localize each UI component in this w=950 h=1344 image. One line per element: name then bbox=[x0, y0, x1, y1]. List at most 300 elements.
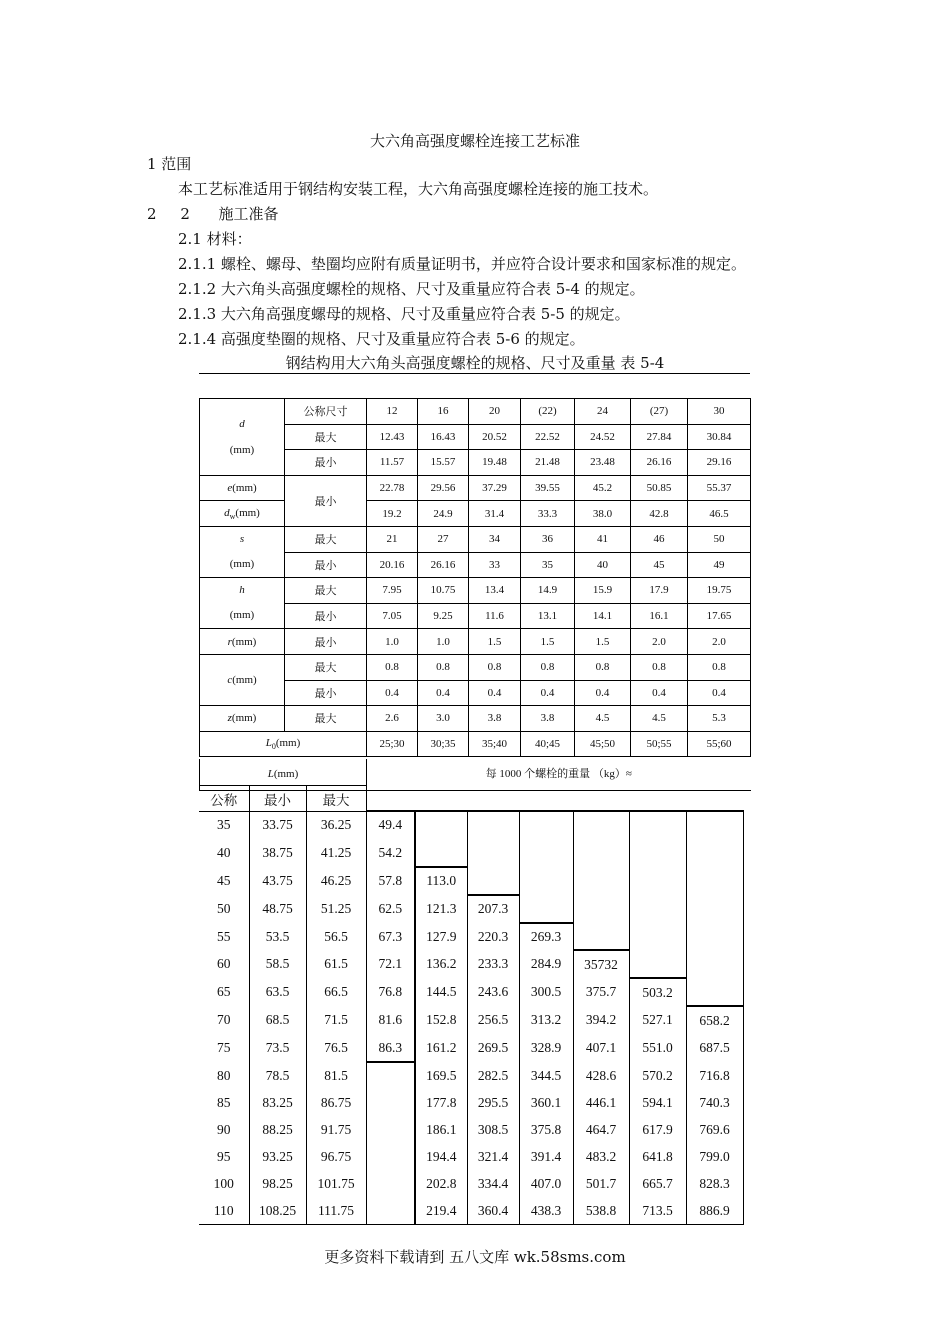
table-row bbox=[199, 950, 743, 978]
section-1-text: 本工艺标准适用于钢结构安装工程，大六角高强度螺栓连接的施工技术。 bbox=[178, 180, 659, 198]
value-cell: 55;60 bbox=[688, 731, 751, 757]
value-cell: 0.4 bbox=[469, 680, 521, 706]
value-cell: 35 bbox=[521, 552, 575, 578]
table-row bbox=[199, 1006, 743, 1034]
bolt-spec-table bbox=[199, 398, 751, 757]
value-cell: 0.4 bbox=[521, 680, 575, 706]
weight-cell: 428.6 bbox=[573, 1062, 629, 1090]
weights-table bbox=[199, 810, 744, 1225]
weight-cell: 113.0 bbox=[415, 867, 467, 895]
weight-cell: 360.4 bbox=[467, 1197, 519, 1224]
section-1-heading: 1 范围 bbox=[147, 155, 192, 173]
weight-cell: 256.5 bbox=[467, 1006, 519, 1034]
value-cell: 2.0 bbox=[688, 629, 751, 655]
value-cell: 36 bbox=[521, 526, 575, 552]
value-cell: 13.4 bbox=[469, 578, 521, 604]
value-cell: 19.48 bbox=[469, 450, 521, 476]
value-cell: 12.43 bbox=[367, 424, 418, 450]
weight-cell: 641.8 bbox=[629, 1144, 686, 1171]
value-cell: 33.3 bbox=[521, 501, 575, 527]
value-cell: 3.8 bbox=[521, 706, 575, 732]
weight-cell: 127.9 bbox=[415, 923, 467, 951]
value-cell: 35;40 bbox=[469, 731, 521, 757]
table-row bbox=[199, 839, 743, 867]
weight-cell: 62.5 bbox=[366, 895, 415, 923]
r-label: r(mm) bbox=[200, 629, 285, 655]
value-cell: 23.48 bbox=[575, 450, 631, 476]
weight-cell: 716.8 bbox=[686, 1062, 743, 1090]
weight-cell bbox=[629, 923, 686, 951]
nominal-label: 公称尺寸 bbox=[285, 399, 367, 425]
L-label: L(mm) bbox=[200, 759, 367, 790]
weight-cell: 665.7 bbox=[629, 1171, 686, 1198]
value-cell: 0.8 bbox=[688, 654, 751, 680]
length-cell: 101.75 bbox=[306, 1171, 366, 1198]
table-row bbox=[200, 475, 751, 501]
size-cell: 16 bbox=[418, 399, 469, 425]
size-cell: 30 bbox=[688, 399, 751, 425]
weight-cell: 503.2 bbox=[629, 978, 686, 1006]
length-cell: 80 bbox=[217, 1067, 231, 1083]
footer-text: 更多资料下载请到 五八文库 wk.58sms.com bbox=[324, 1248, 626, 1266]
weight-cell bbox=[686, 811, 743, 839]
weight-cell: 501.7 bbox=[573, 1171, 629, 1198]
value-cell: 1.5 bbox=[575, 629, 631, 655]
weight-cell: 86.3 bbox=[366, 1034, 415, 1062]
length-cell: 33.75 bbox=[249, 811, 306, 839]
d-label: d bbox=[239, 417, 245, 430]
value-cell: 16.1 bbox=[631, 603, 688, 629]
section-2-1-1: 2.1.1 螺栓、螺母、垫圈均应附有质量证明书，并应符合设计要求和国家标准的规定。 bbox=[178, 255, 746, 273]
value-cell: 27 bbox=[418, 526, 469, 552]
length-cell: 90 bbox=[217, 1122, 231, 1138]
section-2-1-4: 2.1.4 高强度垫圈的规格、尺寸及重量应符合表 5-6 的规定。 bbox=[178, 330, 585, 348]
value-cell: 20.52 bbox=[469, 424, 521, 450]
value-cell: 29.16 bbox=[688, 450, 751, 476]
table-row bbox=[200, 578, 751, 604]
value-cell: 34 bbox=[469, 526, 521, 552]
weight-cell: 538.8 bbox=[573, 1197, 629, 1224]
s-label: s bbox=[239, 533, 245, 546]
weight-cell bbox=[366, 1171, 415, 1198]
value-cell: 4.5 bbox=[575, 706, 631, 732]
table-row bbox=[200, 501, 751, 527]
value-cell: 50;55 bbox=[631, 731, 688, 757]
value-cell: 1.5 bbox=[469, 629, 521, 655]
value-cell: 26.16 bbox=[418, 552, 469, 578]
h-label: h bbox=[239, 584, 245, 597]
weight-cell: 81.6 bbox=[366, 1006, 415, 1034]
weight-cell bbox=[467, 867, 519, 895]
length-cell: 111.75 bbox=[306, 1197, 366, 1224]
length-cell: 75 bbox=[217, 1040, 231, 1056]
value-cell: 45;50 bbox=[575, 731, 631, 757]
value-cell: 0.4 bbox=[631, 680, 688, 706]
value-cell: 10.75 bbox=[418, 578, 469, 604]
length-cell: 66.5 bbox=[306, 978, 366, 1006]
value-cell: 30.84 bbox=[688, 424, 751, 450]
value-cell: 0.8 bbox=[469, 654, 521, 680]
weight-cell: 687.5 bbox=[686, 1034, 743, 1062]
weight-cell: 594.1 bbox=[629, 1090, 686, 1117]
value-cell: 27.84 bbox=[631, 424, 688, 450]
length-cell: 93.25 bbox=[249, 1144, 306, 1171]
weight-cell: 300.5 bbox=[519, 978, 573, 1006]
length-cell: 56.5 bbox=[306, 923, 366, 951]
min-label: 最小 bbox=[285, 552, 367, 578]
value-cell: 1.5 bbox=[521, 629, 575, 655]
s-label-cell bbox=[200, 526, 285, 577]
section-2-1: 2.1 材料： bbox=[178, 230, 252, 248]
value-cell: 7.95 bbox=[367, 578, 418, 604]
weight-cell: 313.2 bbox=[519, 1006, 573, 1034]
weight-cell: 161.2 bbox=[415, 1034, 467, 1062]
length-cell: 35 bbox=[217, 816, 231, 832]
length-cell: 41.25 bbox=[306, 839, 366, 867]
value-cell: 19.75 bbox=[688, 578, 751, 604]
table-row bbox=[199, 1117, 743, 1144]
length-cell: 73.5 bbox=[249, 1034, 306, 1062]
value-cell: 21.48 bbox=[521, 450, 575, 476]
length-cell: 55 bbox=[217, 928, 231, 944]
min-label: 最小 bbox=[285, 629, 367, 655]
table-row bbox=[199, 923, 743, 951]
value-cell: 2.0 bbox=[631, 629, 688, 655]
size-cell: (27) bbox=[631, 399, 688, 425]
length-cell: 96.75 bbox=[306, 1144, 366, 1171]
weight-cell bbox=[366, 1117, 415, 1144]
weight-cell bbox=[519, 839, 573, 867]
h-label-cell bbox=[200, 578, 285, 629]
max-label: 最大 bbox=[285, 424, 367, 450]
value-cell: 31.4 bbox=[469, 501, 521, 527]
length-cell: 45 bbox=[217, 872, 231, 888]
value-cell: 50 bbox=[688, 526, 751, 552]
weight-cell: 658.2 bbox=[686, 1006, 743, 1034]
value-cell: 17.9 bbox=[631, 578, 688, 604]
value-cell: 0.8 bbox=[631, 654, 688, 680]
col-max-header: 最大 bbox=[306, 786, 366, 812]
table-row bbox=[200, 399, 751, 425]
section-2-heading: 2 2 施工准备 bbox=[147, 205, 279, 223]
weight-cell: 243.6 bbox=[467, 978, 519, 1006]
weight-cell: 828.3 bbox=[686, 1171, 743, 1198]
length-cell: 63.5 bbox=[249, 978, 306, 1006]
length-cell: 38.75 bbox=[249, 839, 306, 867]
weight-cell: 321.4 bbox=[467, 1144, 519, 1171]
length-cell: 83.25 bbox=[249, 1090, 306, 1117]
length-cell: 71.5 bbox=[306, 1006, 366, 1034]
e-label: e(mm) bbox=[200, 475, 285, 501]
table-row bbox=[199, 1197, 743, 1224]
table-row bbox=[199, 1034, 743, 1062]
min-label: 最小 bbox=[285, 450, 367, 476]
weight-cell: 769.6 bbox=[686, 1117, 743, 1144]
weight-cell: 169.5 bbox=[415, 1062, 467, 1090]
weight-cell: 464.7 bbox=[573, 1117, 629, 1144]
d-unit: (mm) bbox=[229, 443, 255, 456]
value-cell: 22.52 bbox=[521, 424, 575, 450]
l0-label: $L_0(mm)$ bbox=[200, 731, 367, 757]
value-cell: 50.85 bbox=[631, 475, 688, 501]
value-cell: 13.1 bbox=[521, 603, 575, 629]
weight-cell: 295.5 bbox=[467, 1090, 519, 1117]
length-cell: 48.75 bbox=[249, 895, 306, 923]
weight-cell bbox=[629, 839, 686, 867]
weight-cell: 207.3 bbox=[467, 895, 519, 923]
weight-cell bbox=[415, 811, 467, 839]
weight-cell bbox=[519, 867, 573, 895]
max-label: 最大 bbox=[285, 526, 367, 552]
weight-cell: 284.9 bbox=[519, 950, 573, 978]
value-cell: 14.9 bbox=[521, 578, 575, 604]
length-cell: 78.5 bbox=[249, 1062, 306, 1090]
value-cell: 45 bbox=[631, 552, 688, 578]
weight-cell bbox=[686, 895, 743, 923]
weight-cell: 121.3 bbox=[415, 895, 467, 923]
weight-cell: 136.2 bbox=[415, 950, 467, 978]
weight-cell: 344.5 bbox=[519, 1062, 573, 1090]
section-2-1-3: 2.1.3 大六角高强度螺母的规格、尺寸及重量应符合表 5-5 的规定。 bbox=[178, 305, 630, 323]
value-cell: 46.5 bbox=[688, 501, 751, 527]
value-cell: 0.4 bbox=[688, 680, 751, 706]
value-cell: 11.57 bbox=[367, 450, 418, 476]
value-cell: 40;45 bbox=[521, 731, 575, 757]
weight-cell: 72.1 bbox=[366, 950, 415, 978]
weight-cell bbox=[573, 923, 629, 951]
col-nominal-header: 公称 bbox=[199, 786, 249, 812]
weight-cell: 202.8 bbox=[415, 1171, 467, 1198]
value-cell: 19.2 bbox=[367, 501, 418, 527]
weight-cell: 282.5 bbox=[467, 1062, 519, 1090]
value-cell: 21 bbox=[367, 526, 418, 552]
weight-cell: 152.8 bbox=[415, 1006, 467, 1034]
weight-cell: 269.5 bbox=[467, 1034, 519, 1062]
value-cell: 4.5 bbox=[631, 706, 688, 732]
weight-cell bbox=[573, 811, 629, 839]
weight-cell: 144.5 bbox=[415, 978, 467, 1006]
value-cell: 0.8 bbox=[521, 654, 575, 680]
weight-cell bbox=[686, 839, 743, 867]
weight-cell bbox=[467, 811, 519, 839]
weight-cell: 194.4 bbox=[415, 1144, 467, 1171]
length-cell: 53.5 bbox=[249, 923, 306, 951]
weight-cell bbox=[686, 978, 743, 1006]
value-cell: 2.6 bbox=[367, 706, 418, 732]
weight-cell: 220.3 bbox=[467, 923, 519, 951]
h-unit: (mm) bbox=[229, 609, 255, 622]
value-cell: 25;30 bbox=[367, 731, 418, 757]
length-cell: 98.25 bbox=[249, 1171, 306, 1198]
weight-cell: 177.8 bbox=[415, 1090, 467, 1117]
value-cell: 30;35 bbox=[418, 731, 469, 757]
weight-cell: 483.2 bbox=[573, 1144, 629, 1171]
weight-cell: 328.9 bbox=[519, 1034, 573, 1062]
weight-cell bbox=[519, 895, 573, 923]
table-row bbox=[199, 895, 743, 923]
weight-cell bbox=[573, 895, 629, 923]
size-cell: 24 bbox=[575, 399, 631, 425]
min-label: 最小 bbox=[285, 475, 367, 526]
value-cell: 1.0 bbox=[367, 629, 418, 655]
value-cell: 3.8 bbox=[469, 706, 521, 732]
length-cell: 61.5 bbox=[306, 950, 366, 978]
weight-cell: 799.0 bbox=[686, 1144, 743, 1171]
weight-cell bbox=[573, 839, 629, 867]
min-label: 最小 bbox=[285, 680, 367, 706]
table-row bbox=[200, 654, 751, 680]
length-cell: 70 bbox=[217, 1012, 231, 1028]
length-cell: 88.25 bbox=[249, 1117, 306, 1144]
value-cell: 0.8 bbox=[367, 654, 418, 680]
weight-cell: 375.8 bbox=[519, 1117, 573, 1144]
size-cell: (22) bbox=[521, 399, 575, 425]
table-row bbox=[199, 1171, 743, 1198]
weight-cell bbox=[573, 867, 629, 895]
value-cell: 26.16 bbox=[631, 450, 688, 476]
weight-cell: 269.3 bbox=[519, 923, 573, 951]
value-cell: 38.0 bbox=[575, 501, 631, 527]
value-cell: 55.37 bbox=[688, 475, 751, 501]
weight-cell: 219.4 bbox=[415, 1197, 467, 1224]
table-row bbox=[200, 629, 751, 655]
value-cell: 14.1 bbox=[575, 603, 631, 629]
weight-cell: 713.5 bbox=[629, 1197, 686, 1224]
weight-cell bbox=[366, 1144, 415, 1171]
length-cell: 60 bbox=[217, 956, 231, 972]
value-cell: 0.8 bbox=[575, 654, 631, 680]
value-cell: 0.4 bbox=[418, 680, 469, 706]
weight-cell: 407.0 bbox=[519, 1171, 573, 1198]
weight-cell: 57.8 bbox=[366, 867, 415, 895]
table-top-rule bbox=[199, 373, 750, 374]
value-cell: 24.9 bbox=[418, 501, 469, 527]
weight-cell: 67.3 bbox=[366, 923, 415, 951]
weight-cell bbox=[366, 1197, 415, 1224]
weight-cell bbox=[366, 1062, 415, 1090]
table-row bbox=[199, 1090, 743, 1117]
table-row bbox=[200, 526, 751, 552]
weight-cell bbox=[629, 895, 686, 923]
weight-cell bbox=[519, 811, 573, 839]
length-cell: 100 bbox=[213, 1176, 234, 1192]
value-cell: 20.16 bbox=[367, 552, 418, 578]
table-row bbox=[199, 1144, 743, 1171]
value-cell: 40 bbox=[575, 552, 631, 578]
value-cell: 49 bbox=[688, 552, 751, 578]
weight-cell bbox=[467, 839, 519, 867]
value-cell: 0.4 bbox=[367, 680, 418, 706]
section-2-1-2: 2.1.2 大六角头高强度螺栓的规格、尺寸及重量应符合表 5-4 的规定。 bbox=[178, 280, 645, 298]
weight-cell: 360.1 bbox=[519, 1090, 573, 1117]
weight-cell: 551.0 bbox=[629, 1034, 686, 1062]
dw-label: $d_w(mm)$ bbox=[200, 501, 285, 527]
length-subheader-table bbox=[199, 785, 367, 812]
weight-cell: 740.3 bbox=[686, 1090, 743, 1117]
weight-cell bbox=[629, 950, 686, 978]
weight-cell: 886.9 bbox=[686, 1197, 743, 1224]
table-row bbox=[200, 706, 751, 732]
weight-cell: 186.1 bbox=[415, 1117, 467, 1144]
value-cell: 11.6 bbox=[469, 603, 521, 629]
weight-cell: 617.9 bbox=[629, 1117, 686, 1144]
value-cell: 39.55 bbox=[521, 475, 575, 501]
weight-cell: 391.4 bbox=[519, 1144, 573, 1171]
table-row bbox=[199, 786, 366, 812]
length-cell: 36.25 bbox=[306, 811, 366, 839]
length-cell: 108.25 bbox=[249, 1197, 306, 1224]
value-cell: 16.43 bbox=[418, 424, 469, 450]
size-cell: 12 bbox=[367, 399, 418, 425]
value-cell: 7.05 bbox=[367, 603, 418, 629]
document-title: 大六角高强度螺栓连接工艺标准 bbox=[369, 132, 580, 150]
length-cell: 46.25 bbox=[306, 867, 366, 895]
weight-cell bbox=[366, 1090, 415, 1117]
value-cell: 37.29 bbox=[469, 475, 521, 501]
value-cell: 17.65 bbox=[688, 603, 751, 629]
length-cell: 76.5 bbox=[306, 1034, 366, 1062]
weight-cell: 49.4 bbox=[366, 811, 415, 839]
d-label-cell bbox=[200, 399, 285, 476]
col-min-header: 最小 bbox=[249, 786, 306, 812]
value-cell: 45.2 bbox=[575, 475, 631, 501]
length-cell: 50 bbox=[217, 900, 231, 916]
weight-cell: 76.8 bbox=[366, 978, 415, 1006]
max-label: 最大 bbox=[285, 654, 367, 680]
value-cell: 24.52 bbox=[575, 424, 631, 450]
size-cell: 20 bbox=[469, 399, 521, 425]
value-cell: 0.4 bbox=[575, 680, 631, 706]
z-label: z(mm) bbox=[200, 706, 285, 732]
weight-cell: 527.1 bbox=[629, 1006, 686, 1034]
length-cell: 95 bbox=[217, 1149, 231, 1165]
value-cell: 41 bbox=[575, 526, 631, 552]
c-label: c(mm) bbox=[200, 654, 285, 705]
max-label: 最大 bbox=[285, 578, 367, 604]
length-cell: 85 bbox=[217, 1095, 231, 1111]
length-cell: 81.5 bbox=[306, 1062, 366, 1090]
weight-cell bbox=[686, 867, 743, 895]
value-cell: 42.8 bbox=[631, 501, 688, 527]
length-cell: 86.75 bbox=[306, 1090, 366, 1117]
table-row bbox=[200, 731, 751, 757]
length-cell: 43.75 bbox=[249, 867, 306, 895]
weight-cell: 394.2 bbox=[573, 1006, 629, 1034]
length-cell: 58.5 bbox=[249, 950, 306, 978]
value-cell: 1.0 bbox=[418, 629, 469, 655]
value-cell: 15.9 bbox=[575, 578, 631, 604]
weight-header: 每 1000 个螺栓的重量 （kg）≈ bbox=[367, 759, 751, 790]
weight-cell: 233.3 bbox=[467, 950, 519, 978]
weight-cell bbox=[629, 867, 686, 895]
weight-cell: 375.7 bbox=[573, 978, 629, 1006]
value-cell: 0.8 bbox=[418, 654, 469, 680]
value-cell: 22.78 bbox=[367, 475, 418, 501]
weight-cell bbox=[629, 811, 686, 839]
value-cell: 3.0 bbox=[418, 706, 469, 732]
weight-cell: 438.3 bbox=[519, 1197, 573, 1224]
min-label: 最小 bbox=[285, 603, 367, 629]
value-cell: 15.57 bbox=[418, 450, 469, 476]
table-row bbox=[199, 1062, 743, 1090]
weight-cell bbox=[686, 923, 743, 951]
table-row bbox=[199, 867, 743, 895]
table-row bbox=[199, 978, 743, 1006]
max-label: 最大 bbox=[285, 706, 367, 732]
length-cell: 91.75 bbox=[306, 1117, 366, 1144]
weight-cell: 407.1 bbox=[573, 1034, 629, 1062]
length-cell: 110 bbox=[199, 1197, 249, 1224]
